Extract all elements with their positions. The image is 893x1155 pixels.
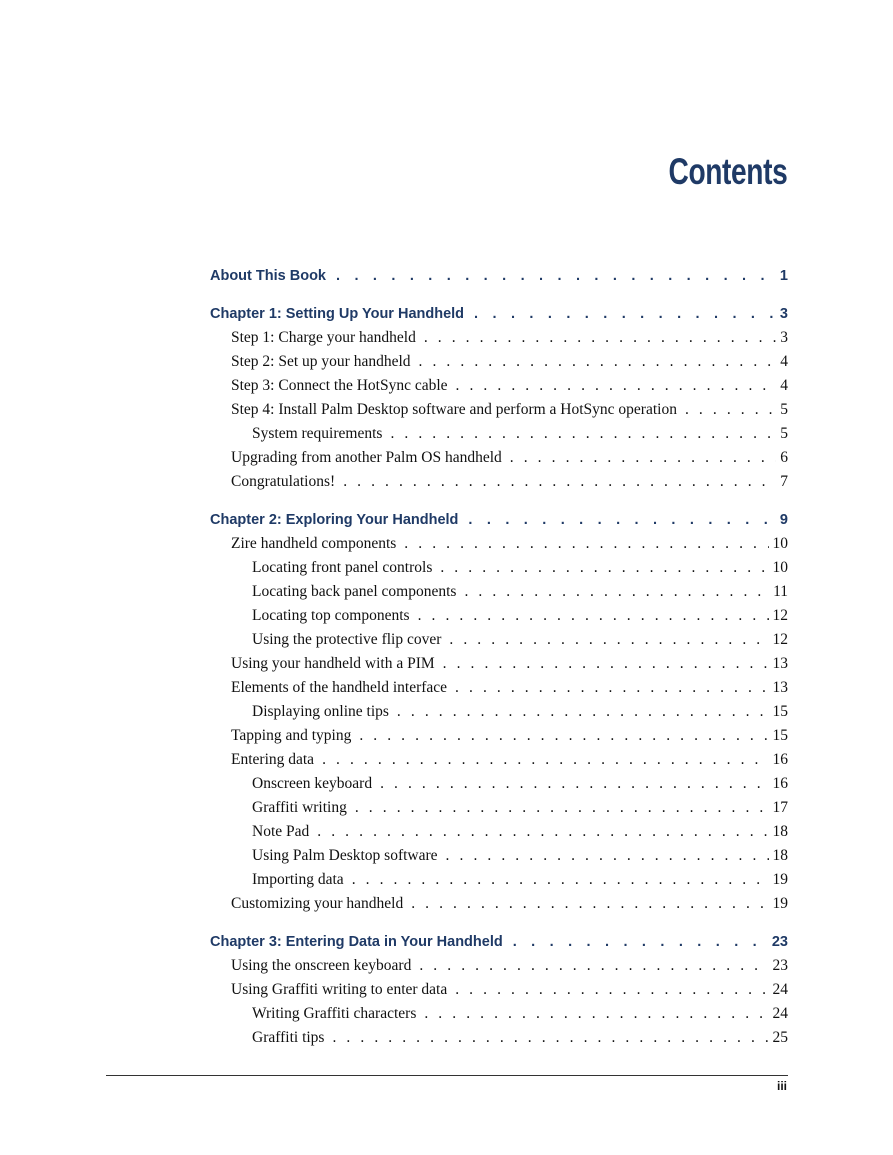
toc-chapter-heading[interactable]: [210, 302, 788, 326]
toc-section-entry[interactable]: [210, 676, 788, 700]
dot-leader: [456, 374, 777, 398]
toc-section-entry[interactable]: [210, 326, 788, 350]
toc-entry-page-number: 15: [772, 703, 788, 720]
toc-section: [210, 930, 788, 1050]
toc-entry-page-number: 18: [772, 823, 788, 840]
dot-leader: [468, 508, 774, 532]
toc-entry-page-number: 12: [772, 607, 788, 624]
toc-entry-label: Locating back panel components: [252, 583, 457, 600]
toc-entry-page-number: 19: [772, 895, 788, 912]
toc-section: [210, 264, 788, 288]
toc-section-entry[interactable]: [210, 724, 788, 748]
toc-entry-page-number: 5: [780, 425, 788, 442]
toc-entry-label: Graffiti writing: [252, 799, 347, 816]
toc-subsection-entry[interactable]: [210, 628, 788, 652]
toc-entry-label: Elements of the handheld interface: [231, 679, 448, 696]
toc-entry-page-number: 13: [772, 655, 788, 672]
toc-entry-page-number: 18: [772, 847, 788, 864]
dot-leader: [355, 796, 769, 820]
dot-leader: [424, 1002, 768, 1026]
toc-subsection-entry[interactable]: [210, 422, 788, 446]
toc-entry-page-number: 9: [779, 512, 788, 528]
toc-section-entry[interactable]: [210, 652, 788, 676]
dot-leader: [455, 978, 768, 1002]
toc-entry-page-number: 24: [772, 981, 788, 998]
dot-leader: [443, 652, 769, 676]
toc-section-entry[interactable]: [210, 978, 788, 1002]
dot-leader: [449, 628, 768, 652]
toc-section-entry[interactable]: [210, 532, 788, 556]
toc-entry-label: Importing data: [252, 871, 344, 888]
toc-section-entry[interactable]: [210, 470, 788, 494]
toc-entry-label: Entering data: [231, 751, 315, 768]
toc-subsection-entry[interactable]: [210, 580, 788, 604]
toc-entry-label: Using Palm Desktop software: [252, 847, 438, 864]
toc-entry-page-number: 6: [780, 449, 788, 466]
dot-leader: [397, 700, 769, 724]
dot-leader: [418, 604, 769, 628]
dot-leader: [455, 676, 768, 700]
dot-leader: [336, 264, 774, 288]
dot-leader: [464, 580, 769, 604]
toc-subsection-entry[interactable]: [210, 868, 788, 892]
toc-entry-label: Graffiti tips: [252, 1029, 325, 1046]
toc-entry-page-number: 5: [780, 401, 788, 418]
page-title: Contents: [668, 151, 787, 192]
toc-subsection-entry[interactable]: [210, 820, 788, 844]
toc-section-entry[interactable]: [210, 374, 788, 398]
toc-section-entry[interactable]: [210, 892, 788, 916]
toc-entry-label: Upgrading from another Palm OS handheld: [231, 449, 502, 466]
toc-entry-page-number: 4: [780, 377, 788, 394]
toc-entry-page-number: 23: [771, 934, 788, 950]
toc-subsection-entry[interactable]: [210, 604, 788, 628]
toc-entry-page-number: 11: [773, 583, 788, 600]
toc-entry-label: About This Book: [210, 268, 326, 284]
toc-chapter-heading[interactable]: [210, 508, 788, 532]
toc-entry-page-number: 16: [772, 751, 788, 768]
toc-entry-label: Writing Graffiti characters: [252, 1005, 417, 1022]
toc-entry-page-number: 3: [780, 329, 788, 346]
toc-entry-page-number: 16: [772, 775, 788, 792]
toc-entry-label: Step 2: Set up your handheld: [231, 353, 411, 370]
toc-entry-page-number: 3: [779, 306, 788, 322]
toc-entry-label: Step 1: Charge your handheld: [231, 329, 416, 346]
toc-entry-page-number: 13: [772, 679, 788, 696]
dot-leader: [419, 954, 768, 978]
toc-subsection-entry[interactable]: [210, 1026, 788, 1050]
toc-section: [210, 508, 788, 916]
toc-entry-label: Onscreen keyboard: [252, 775, 373, 792]
toc-entry-label: Using Graffiti writing to enter data: [231, 981, 448, 998]
dot-leader: [424, 326, 776, 350]
dot-leader: [411, 892, 768, 916]
toc-entry-page-number: 17: [772, 799, 788, 816]
toc-entry-label: Locating top components: [252, 607, 410, 624]
dot-leader: [390, 422, 776, 446]
dot-leader: [404, 532, 768, 556]
toc-subsection-entry[interactable]: [210, 556, 788, 580]
toc-entry-page-number: 10: [772, 535, 788, 552]
toc-entry-label: Congratulations!: [231, 473, 336, 490]
toc-entry-label: Step 4: Install Palm Desktop software and perform a HotSync operation: [231, 401, 677, 418]
page-number: iii: [776, 1079, 787, 1093]
toc-section-entry[interactable]: [210, 954, 788, 978]
toc-subsection-entry[interactable]: [210, 844, 788, 868]
toc-entry-page-number: 24: [772, 1005, 788, 1022]
toc-entry-label: Displaying online tips: [252, 703, 389, 720]
toc-section-entry[interactable]: [210, 446, 788, 470]
dot-leader: [332, 1026, 768, 1050]
toc-entry-label: Chapter 1: Setting Up Your Handheld: [210, 306, 465, 322]
dot-leader: [359, 724, 768, 748]
toc-entry-label: Step 3: Connect the HotSync cable: [231, 377, 448, 394]
dot-leader: [440, 556, 768, 580]
toc-entry-label: Zire handheld components: [231, 535, 397, 552]
toc-entry-page-number: 23: [772, 957, 788, 974]
toc-entry-page-number: 4: [780, 353, 788, 370]
footer-divider: [106, 1075, 788, 1076]
toc-entry-label: Tapping and typing: [231, 727, 352, 744]
toc-subsection-entry[interactable]: [210, 796, 788, 820]
toc-entry-label: Using your handheld with a PIM: [231, 655, 435, 672]
dot-leader: [510, 446, 776, 470]
toc-section-entry[interactable]: [210, 350, 788, 374]
dot-leader: [513, 930, 766, 954]
toc-subsection-entry[interactable]: [210, 772, 788, 796]
toc-entry-label: Chapter 2: Exploring Your Handheld: [210, 512, 459, 528]
toc-entry-page-number: 19: [772, 871, 788, 888]
dot-leader: [317, 820, 768, 844]
toc-subsection-entry[interactable]: [210, 700, 788, 724]
toc-entry-page-number: 7: [780, 473, 788, 490]
toc-chapter-heading[interactable]: [210, 264, 788, 288]
dot-leader: [322, 748, 768, 772]
table-of-contents: [210, 264, 788, 1064]
toc-section-entry[interactable]: [210, 748, 788, 772]
toc-section: [210, 302, 788, 494]
toc-entry-label: System requirements: [252, 425, 383, 442]
toc-entry-page-number: 15: [772, 727, 788, 744]
dot-leader: [446, 844, 769, 868]
toc-section-entry[interactable]: [210, 398, 788, 422]
toc-entry-label: Customizing your handheld: [231, 895, 404, 912]
toc-entry-label: Using the onscreen keyboard: [231, 957, 412, 974]
toc-chapter-heading[interactable]: [210, 930, 788, 954]
dot-leader: [474, 302, 774, 326]
dot-leader: [419, 350, 777, 374]
toc-entry-page-number: 12: [772, 631, 788, 648]
toc-entry-page-number: 10: [772, 559, 788, 576]
toc-entry-page-number: 25: [772, 1029, 788, 1046]
dot-leader: [380, 772, 768, 796]
toc-subsection-entry[interactable]: [210, 1002, 788, 1026]
dot-leader: [685, 398, 776, 422]
toc-entry-label: Note Pad: [252, 823, 310, 840]
toc-entry-label: Locating front panel controls: [252, 559, 433, 576]
toc-entry-label: Chapter 3: Entering Data in Your Handheld: [210, 934, 503, 950]
toc-entry-page-number: 1: [779, 268, 788, 284]
dot-leader: [352, 868, 769, 892]
dot-leader: [343, 470, 776, 494]
toc-entry-label: Using the protective flip cover: [252, 631, 442, 648]
